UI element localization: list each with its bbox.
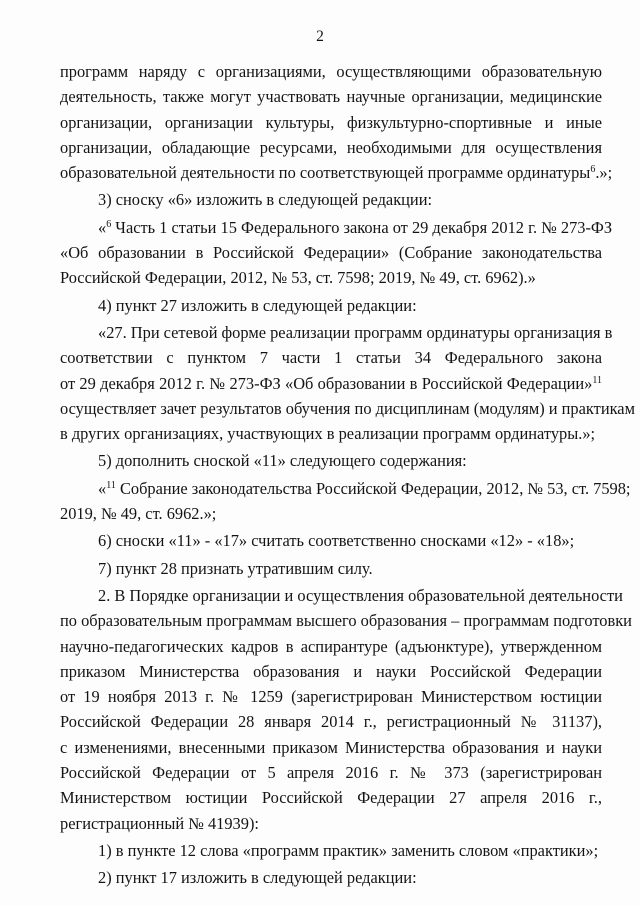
text-line: [60, 84, 602, 109]
line-text: образовательной деятельности по соответствующей программе ординатуры: [60, 163, 591, 183]
text-line: [60, 371, 602, 396]
line-text-after-marker: Часть 1 статьи 15 Федерального закона от 29 декабря 2012 г. № 273-ФЗ: [111, 217, 613, 237]
text-line: [60, 583, 623, 608]
line-text: «: [98, 478, 107, 498]
line-text: 5) дополнить сноской «11» следующего содержания:: [98, 451, 467, 471]
line-text: «27. При сетевой форме реализации программ ординатуры организация в: [98, 322, 613, 342]
line-text: с изменениями, внесенными приказом Министерства образования и науки: [60, 737, 602, 757]
line-text: «: [98, 217, 107, 237]
text-line: [60, 215, 613, 240]
line-text: 2. В Порядке организации и осуществления образовательной деятельности: [98, 585, 623, 605]
document-body: [60, 59, 635, 891]
footnote-marker: 6: [106, 218, 112, 230]
line-text: 2019, № 49, ст. 6962.»;: [60, 504, 217, 524]
line-text: по образовательным программам высшего образования – программам подготовки: [60, 611, 632, 631]
line-text: Министерством юстиции Российской Федерации 27 апреля 2016 г.,: [60, 788, 602, 808]
text-line: [60, 735, 602, 760]
text-line: [60, 448, 602, 473]
text-line: [60, 187, 602, 212]
text-line: [60, 160, 613, 185]
text-line: [60, 684, 602, 709]
text-line: [60, 110, 602, 135]
text-line: [60, 293, 602, 318]
text-line: [60, 528, 602, 553]
text-line: [60, 608, 632, 633]
text-line: [60, 811, 602, 836]
text-line: [60, 659, 602, 684]
line-text-after-marker: Собрание законодательства Российской Федерации, 2012, № 53, ст. 7598;: [115, 478, 631, 498]
line-text: осуществляет зачет результатов обучения по дисциплинам (модулям) и практикам: [60, 398, 635, 418]
text-line: [60, 421, 602, 446]
line-text: программ наряду с организациями, осуществляющими образовательную: [60, 62, 602, 81]
text-line: [60, 865, 602, 890]
text-line: [60, 265, 602, 290]
text-line: [60, 634, 602, 659]
text-line: [60, 320, 613, 345]
line-text: 7) пункт 28 признать утратившим силу.: [98, 558, 373, 578]
line-text: 1) в пункте 12 слова «программ практик» заменить словом «практики»;: [98, 840, 599, 860]
text-line: [60, 556, 602, 581]
text-line: [60, 240, 602, 265]
text-line: [60, 396, 635, 421]
text-line: [60, 476, 631, 501]
line-text: регистрационный № 41939):: [60, 813, 259, 833]
text-line: [60, 838, 602, 863]
line-text: 6) сноски «11» - «17» считать соответственно сносками «12» - «18»;: [98, 531, 575, 551]
text-line: [60, 59, 602, 84]
line-text: научно-педагогических кадров в аспирантуре (адъюнктуре), утвержденном: [60, 636, 602, 656]
line-text: Российской Федерации от 5 апреля 2016 г. № 373 (зарегистрирован: [60, 763, 602, 783]
text-line: [60, 135, 602, 160]
line-text: 2) пункт 17 изложить в следующей редакции:: [98, 868, 417, 888]
footnote-marker: 11: [106, 479, 116, 491]
text-line: [60, 345, 602, 370]
text-line: [60, 501, 602, 526]
line-text: приказом Министерства образования и науки Российской Федерации: [60, 661, 602, 681]
line-text: от 19 ноября 2013 г. № 1259 (зарегистрирован Министерством юстиции: [60, 687, 602, 707]
page-number: 2: [316, 28, 324, 45]
text-line: [60, 760, 602, 785]
line-text: организации, обладающие ресурсами, необходимыми для осуществления: [60, 137, 602, 157]
line-text: деятельность, также могут участвовать научные организации, медицинские: [60, 87, 602, 107]
line-text: организации, организации культуры, физкультурно-спортивные и иные: [60, 112, 602, 132]
line-text: соответствии с пунктом 7 части 1 статьи 34 Федерального закона: [60, 348, 602, 368]
text-line: [60, 785, 602, 810]
footnote-marker: 6: [590, 164, 596, 176]
text-line: [60, 709, 602, 734]
line-text: «Об образовании в Российской Федерации» (Собрание законодательства: [60, 243, 602, 263]
line-text: Российской Федерации 28 января 2014 г., регистрационный № 31137),: [60, 712, 602, 732]
footnote-marker: 11: [592, 374, 602, 386]
line-text: Российской Федерации, 2012, № 53, ст. 7598; 2019, № 49, ст. 6962).»: [60, 268, 536, 288]
line-text: от 29 декабря 2012 г. № 273-ФЗ «Об образовании в Российской Федерации»: [60, 373, 593, 393]
line-text: 3) сноску «6» изложить в следующей редакции:: [98, 190, 433, 210]
line-text: в других организациях, участвующих в реализации программ ординатуры.»;: [60, 424, 596, 444]
line-text: 4) пункт 27 изложить в следующей редакции:: [98, 295, 417, 315]
line-text-after-marker: .»;: [595, 163, 613, 183]
